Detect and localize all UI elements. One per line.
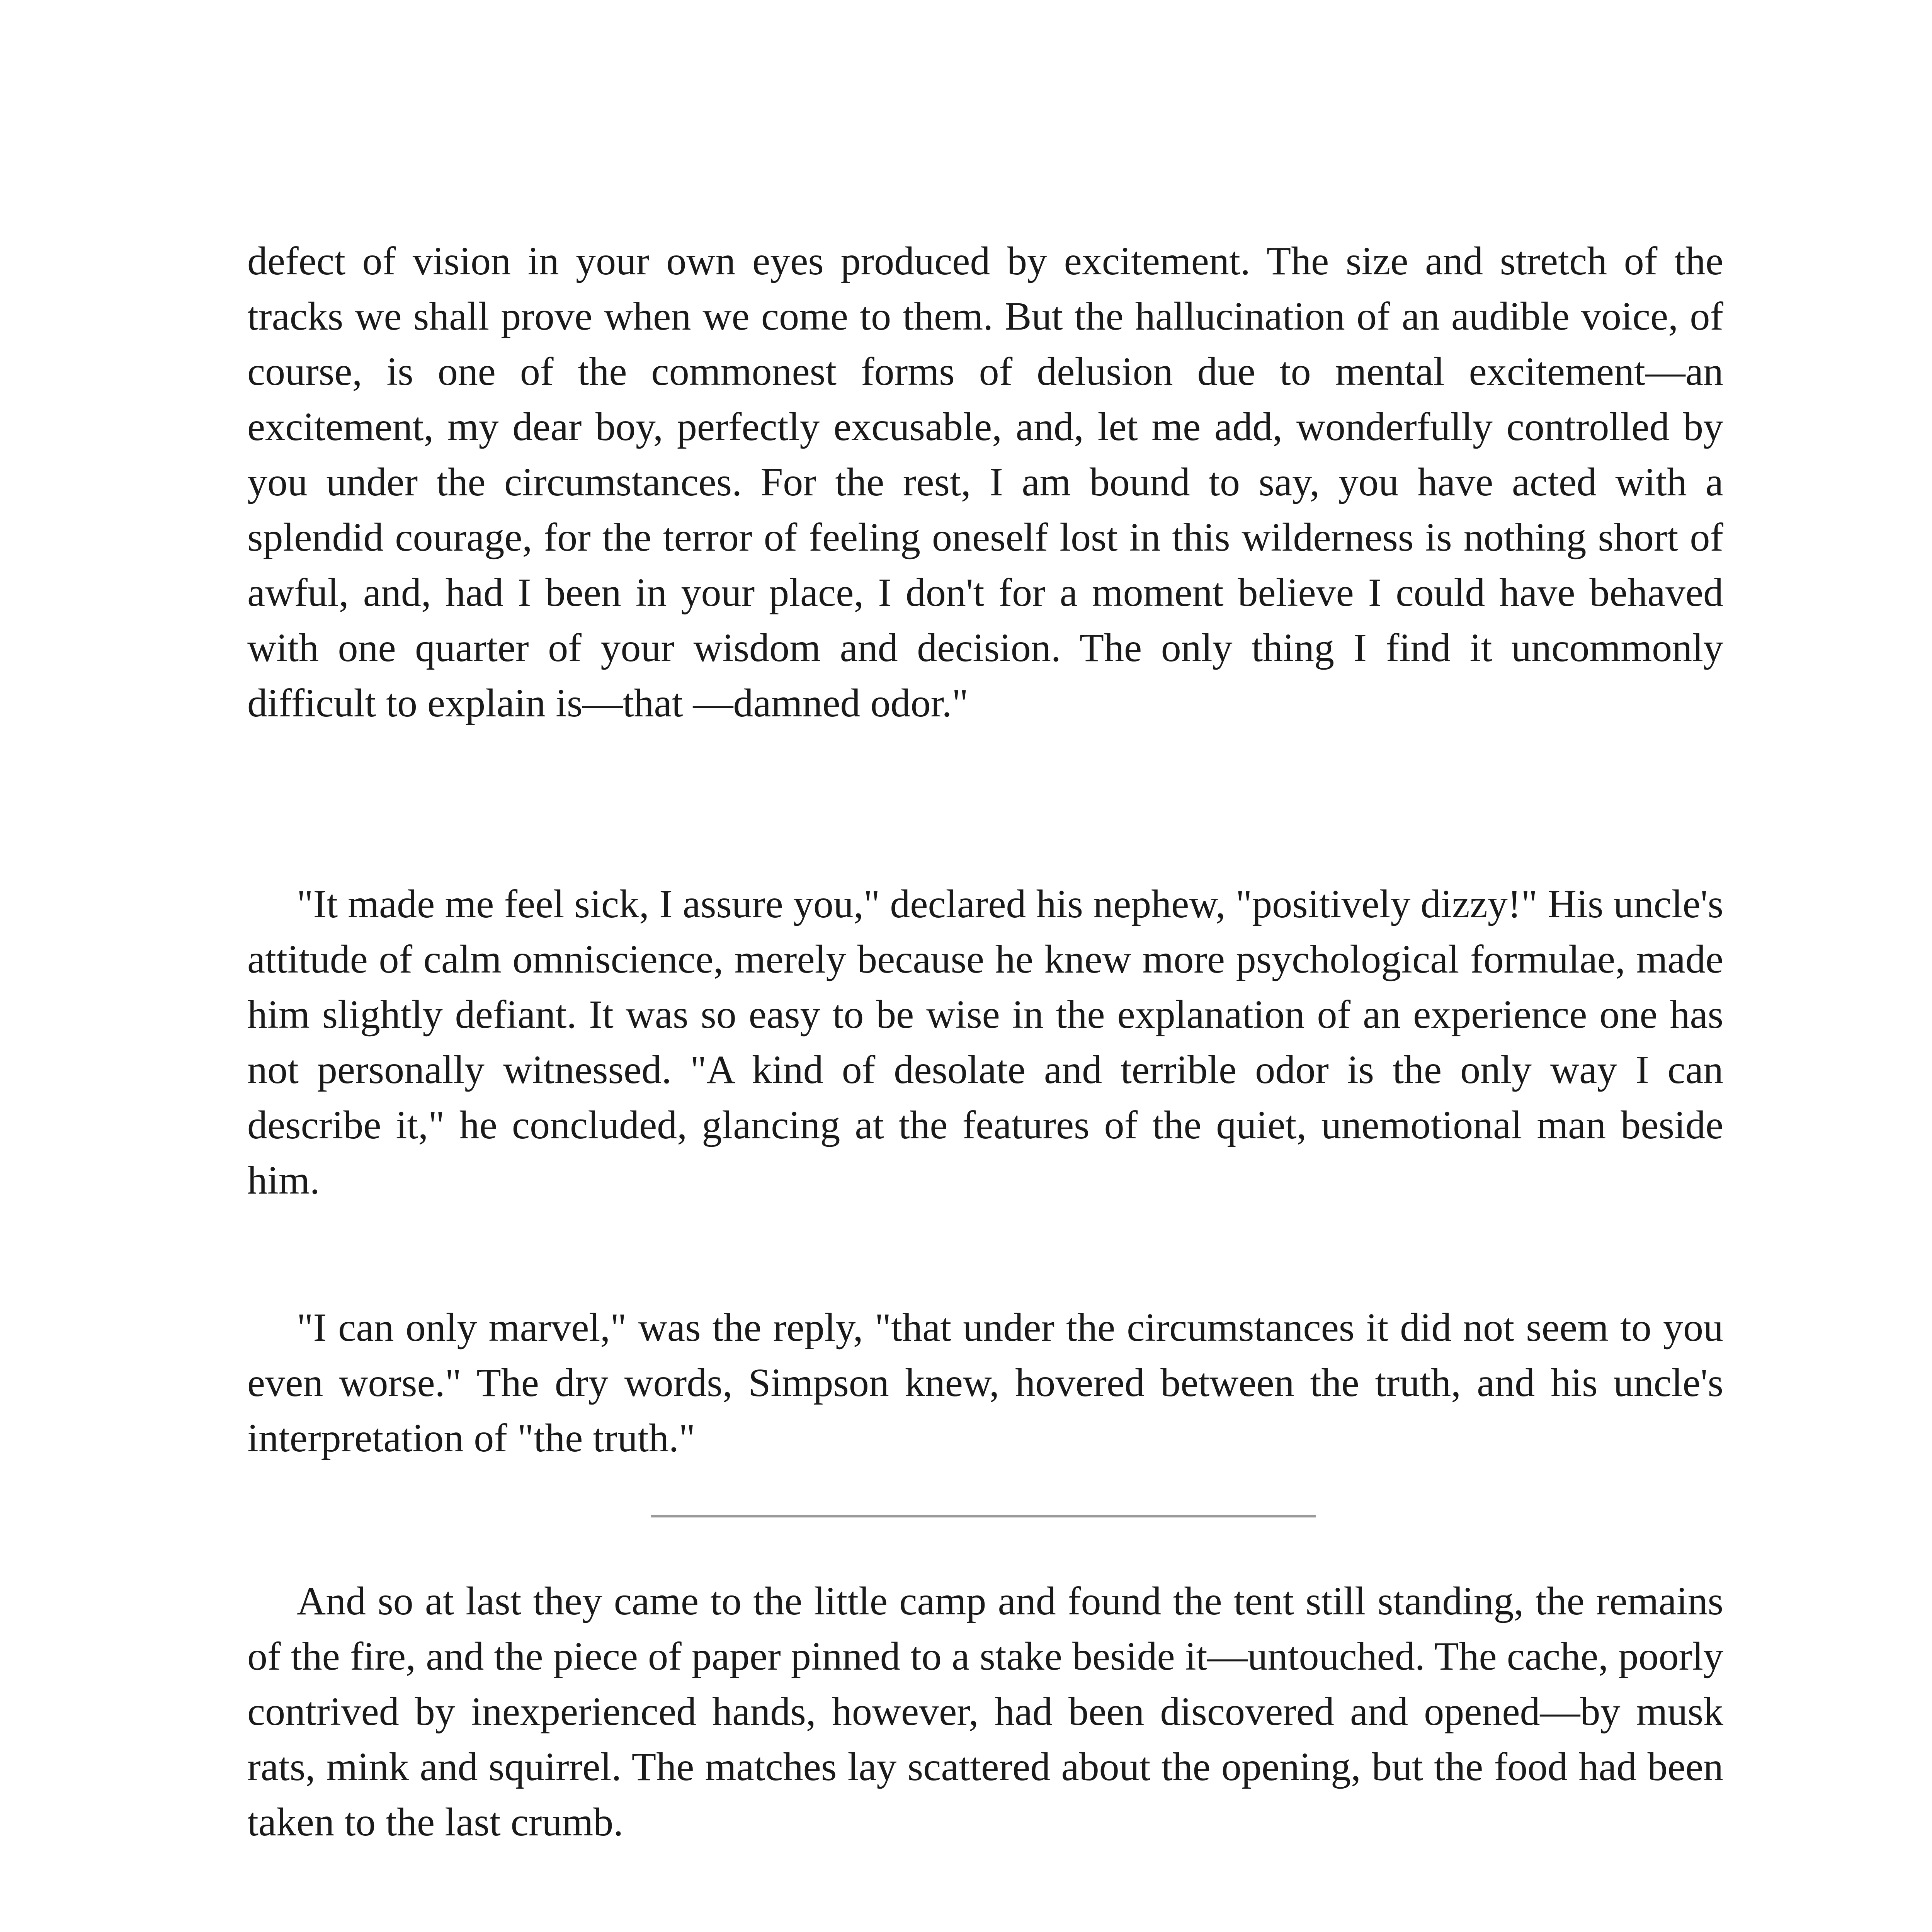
- paragraph-text: And so at last they came to the little camp and found the tent still standing, the remains of the fire, and the piece of paper pinned to a stake beside it—untouched. The cache, poorly contrived by inexperienced hands, however, had been discovered and opened—by musk rats, mink and squirrel. The matches lay scattered about the opening, but the food had been taken to the last crumb.: [247, 1579, 1723, 1844]
- paragraph-text: "It made me feel sick, I assure you," declared his nephew, "positively dizzy!" His uncle's attitude of calm omniscience, merely because he knew more psychological formulae, made him slightly defiant. It was so easy to be wise in the explanation of an experience one has not personally witnessed. "A kind of desolate and terrible odor is the only way I can describe it," he concluded, glancing at the features of the quiet, unemotional man beside him.: [247, 882, 1723, 1202]
- paragraph: [247, 876, 1723, 1208]
- paragraph: [247, 1300, 1723, 1466]
- paragraph-text: "I can only marvel," was the reply, "that under the circumstances it did not seem to you even worse." The dry words, Simpson knew, hovered between the truth, and his uncle's interpretation of "the truth.": [247, 1305, 1723, 1460]
- section-divider: [651, 1515, 1316, 1518]
- paragraph-text: defect of vision in your own eyes produced by excitement. The size and stretch of the tracks we shall prove when we come to them. But the hallucination of an audible voice, of course, is one of the commonest forms of delusion due to mental excitement—an excitement, my dear boy, perfectly excusable, and, let me add, wonderfully controlled by you under the circumstances. For the rest, I am bound to say, you have acted with a splendid courage, for the terror of feeling oneself lost in this wilderness is nothing short of awful, and, had I been in your place, I don't for a moment believe I could have behaved with one quarter of your wisdom and decision. The only thing I find it uncommonly difficult to explain is—that —damned odor.": [247, 239, 1723, 725]
- paragraph-continued: [247, 233, 1723, 731]
- paragraph: [247, 1573, 1723, 1850]
